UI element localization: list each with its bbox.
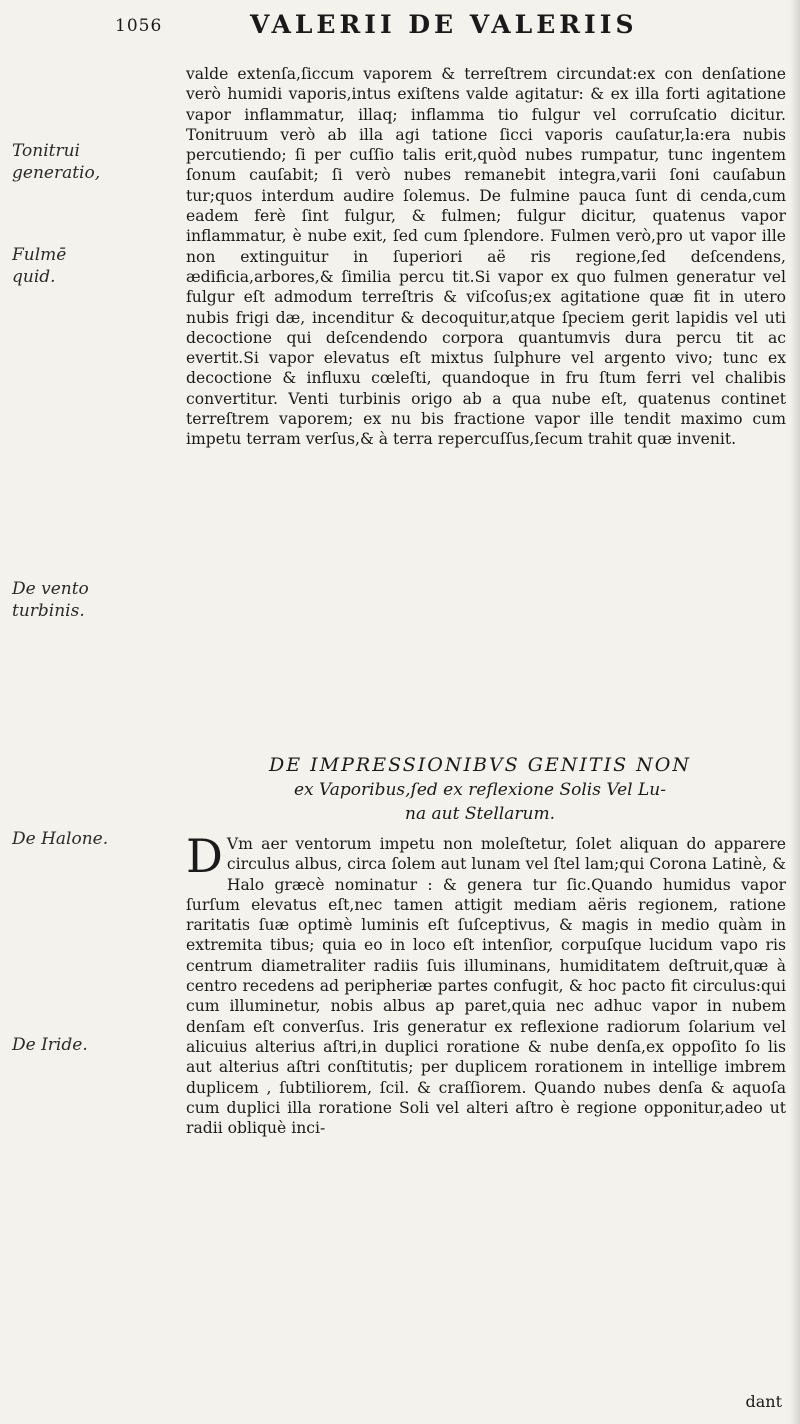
drop-capital: D	[186, 829, 223, 883]
margin-note-fulmen: Fulmē quid.	[12, 245, 67, 287]
page-edge-shadow	[790, 0, 800, 1424]
paragraph-halo-rainbow	[186, 829, 786, 1138]
running-head: VALERII DE VALERIIS	[250, 10, 638, 39]
section-heading-line2: ex Vaporibus,ſed ex reflexione Solis Vel Lu-	[294, 780, 666, 800]
paragraph-thunder-lightning: valde extenſa,ſiccum vaporem & terreſtrem circundat:ex con denſatione verò humidi vaporis,intus exiſtens valde agitatur: & ex illa forti agitatione vapor inflammatur, illaq; inflamma tio fulgur vel corruſcatio dicitur. Tonitruum verò ab illa agi tatione ſicci vaporis cauſatur,la:era nubis percutiendo; ſi per cuſſio talis erit,quòd nubes rumpatur, tunc ingentem ſonum cauſabit; ſi verò nubes remanebit integra,varii ſoni cauſabun tur;quos interdum audire ſolemus. De fulmine pauca ſunt di cenda,cum eadem ferè ſint fulgur, & fulmen; fulgur dicitur, quatenus vapor inflammatur, è nube exit, ſed cum ſplendore. Fulmen verò,pro ut vapor ille non extinguitur in ſuperiori aë ris regione,ſed deſcendens, ædificia,arbores,& ſimilia percu tit.Si vapor ex quo fulmen generatur vel fulgur eſt admodum terreſtris & viſcoſus;ex agitatione quæ fit in utero nubis frigi dæ, incenditur & decoquitur,atque ſpeciem gerit lapidis vel uti decoctione qui deſcendendo corpora quantumvis dura percu tit ac evertit.Si vapor elevatus eſt mixtus ſulphure vel argento vivo; tunc ex decoctione & influxu cœleſti, quandoque in fru ſtum ferri vel chalibis convertitur. Venti turbinis origo ab a qua nube eſt, quatenus continet terreſtrem vaporem; ex nu bis fractione vapor ille tendit maximo cum impetu terram verſus,& à terra repercuſſus,ſecum trahit quæ invenit.	[186, 65, 786, 449]
page-number: 1056	[115, 16, 163, 36]
section-heading-line1: DE IMPRESSIONIBVS GENITIS NON	[269, 754, 691, 776]
catchword: dant	[745, 1392, 782, 1411]
body-text-second	[186, 829, 786, 1138]
margin-note-halone: De Halone.	[12, 829, 109, 849]
paragraph-halo-rainbow-text: Vm aer ventorum impetu non moleſtetur, ſolet aliquan do apparere circulus albus, circa ſolem aut lunam vel ſtel lam;qui Corona Latinè, & Halo græcè nominatur : & genera tur ſic.Quando humidus vapor ſurſum elevatus eſt,nec tamen attigit mediam aëris regionem, ratione raritatis ſuæ optimè luminis eſt ſuſceptivus, & magis in medio quàm in extremita tibus; quia eo in loco eſt intenſior, corpuſque lucidum vapo ris centrum diametraliter radiis ſuis illuminans, humiditatem deſtruit,quæ à centro recedens ad peripheriæ partes confugit, & hoc pacto fit circulus:qui cum illuminetur, nobis albus ap paret,quia nec adhuc vapor in nubem denſam eſt converſus. Iris generatur ex reflexione radiorum ſolarium vel alicuius alterius aſtri,in duplici roratione & nube denſa,ex oppoſito ſo lis aut alterius aſtri conſtitutis; per duplicem rorationem in intellige imbrem duplicem , ſubtiliorem, ſcil. & craſſiorem. Quando nubes denſa & aquoſa cum duplici illa roratione Soli vel alteri aſtro è regione opponitur,adeo ut radii obliquè inci-	[186, 835, 786, 1138]
body-text-first	[186, 64, 786, 450]
page-header	[0, 8, 800, 48]
section-heading	[200, 752, 760, 826]
margin-note-vento-turbinis: De vento turbinis.	[12, 579, 89, 621]
margin-note-tonitrui: Tonitrui generatio,	[12, 141, 101, 183]
section-heading-line3: na aut Stellarum.	[405, 804, 555, 824]
margin-note-iride: De Iride.	[12, 1035, 88, 1055]
